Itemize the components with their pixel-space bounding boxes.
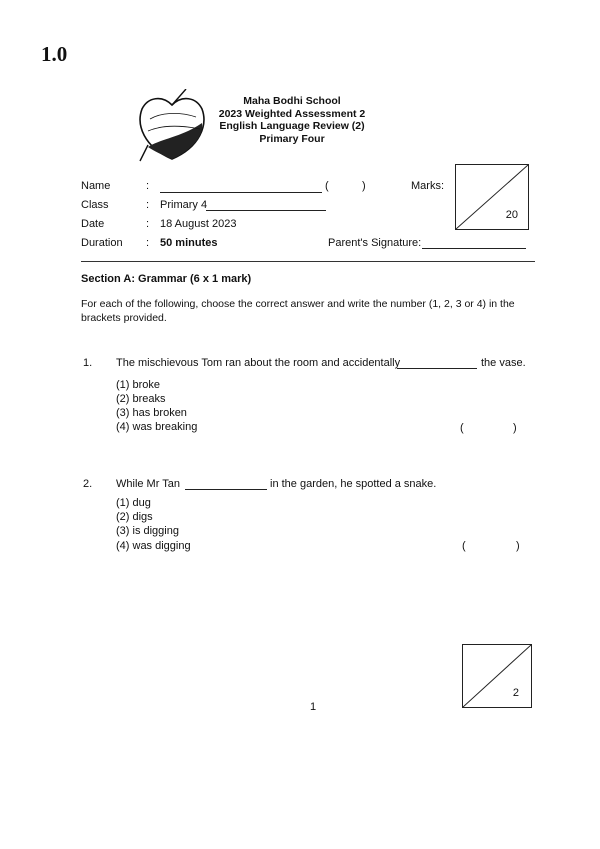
register-number-field[interactable] xyxy=(332,192,360,193)
page-marks-value: 2 xyxy=(512,687,519,699)
question-2-answer-field[interactable] xyxy=(472,538,512,554)
section-instructions: For each of the following, choose the correct answer and write the number (1, 2, 3 or 4) in the brackets provided. xyxy=(81,298,515,324)
question-1-text-after: the vase. xyxy=(481,357,526,369)
date-label: Date xyxy=(81,218,105,230)
question-2-text-after: in the garden, he spotted a snake. xyxy=(270,478,437,490)
question-2-bracket-close: ) xyxy=(516,540,520,552)
question-1-text-before: The mischievous Tom ran about the room and accidentally xyxy=(116,357,401,369)
question-1-bracket-close: ) xyxy=(513,422,517,434)
question-2-bracket-open: ( xyxy=(462,540,466,552)
page-marks-box xyxy=(462,644,532,708)
question-2-blank xyxy=(185,489,267,490)
signature-field[interactable] xyxy=(422,248,526,249)
question-2-option-4: (4) was digging xyxy=(116,540,191,552)
school-logo xyxy=(134,89,210,165)
question-2-number: 2. xyxy=(83,478,93,490)
question-1-option-4: (4) was breaking xyxy=(116,421,198,433)
question-1-option-1: (1) broke xyxy=(116,379,161,391)
duration-value: 50 minutes xyxy=(160,237,218,249)
signature-label: Parent's Signature: xyxy=(328,237,422,249)
marks-total: 20 xyxy=(505,209,518,221)
class-field[interactable] xyxy=(206,210,326,211)
question-1-bracket-open: ( xyxy=(460,422,464,434)
question-1-blank xyxy=(397,368,477,369)
register-paren-open: ( xyxy=(325,180,329,192)
question-2-text-before: While Mr Tan xyxy=(116,478,180,490)
class-colon: : xyxy=(146,199,150,211)
page-number: 1 xyxy=(310,701,317,713)
duration-colon: : xyxy=(146,237,150,249)
subject-title: English Language Review (2) xyxy=(219,120,365,132)
version-label: 1.0 xyxy=(41,42,68,66)
question-1-answer-field[interactable] xyxy=(470,420,510,436)
question-1-option-3: (3) has broken xyxy=(116,407,187,419)
name-label: Name xyxy=(81,180,111,192)
header-divider xyxy=(81,261,535,262)
register-paren-close: ) xyxy=(362,180,366,192)
class-label: Class xyxy=(81,199,109,211)
assessment-title: 2023 Weighted Assessment 2 xyxy=(218,107,366,120)
question-2-option-2: (2) digs xyxy=(116,511,153,523)
marks-box xyxy=(455,164,529,230)
duration-label: Duration xyxy=(81,237,123,249)
name-field[interactable] xyxy=(160,192,322,193)
name-colon: : xyxy=(146,180,150,192)
date-value: 18 August 2023 xyxy=(160,218,237,230)
date-colon: : xyxy=(146,218,150,230)
question-2-option-3: (3) is digging xyxy=(116,525,179,537)
school-name: Maha Bodhi School xyxy=(243,95,341,107)
question-1-number: 1. xyxy=(83,357,93,369)
page-marks-diagonal xyxy=(463,645,531,707)
level-title: Primary Four xyxy=(259,132,325,145)
document-header xyxy=(212,95,372,145)
question-1-option-2: (2) breaks xyxy=(116,393,166,405)
section-title: Section A: Grammar (6 x 1 mark) xyxy=(81,273,252,285)
question-2-option-1: (1) dug xyxy=(116,497,151,509)
class-value: Primary 4 xyxy=(160,199,208,211)
marks-label: Marks: xyxy=(411,180,444,192)
